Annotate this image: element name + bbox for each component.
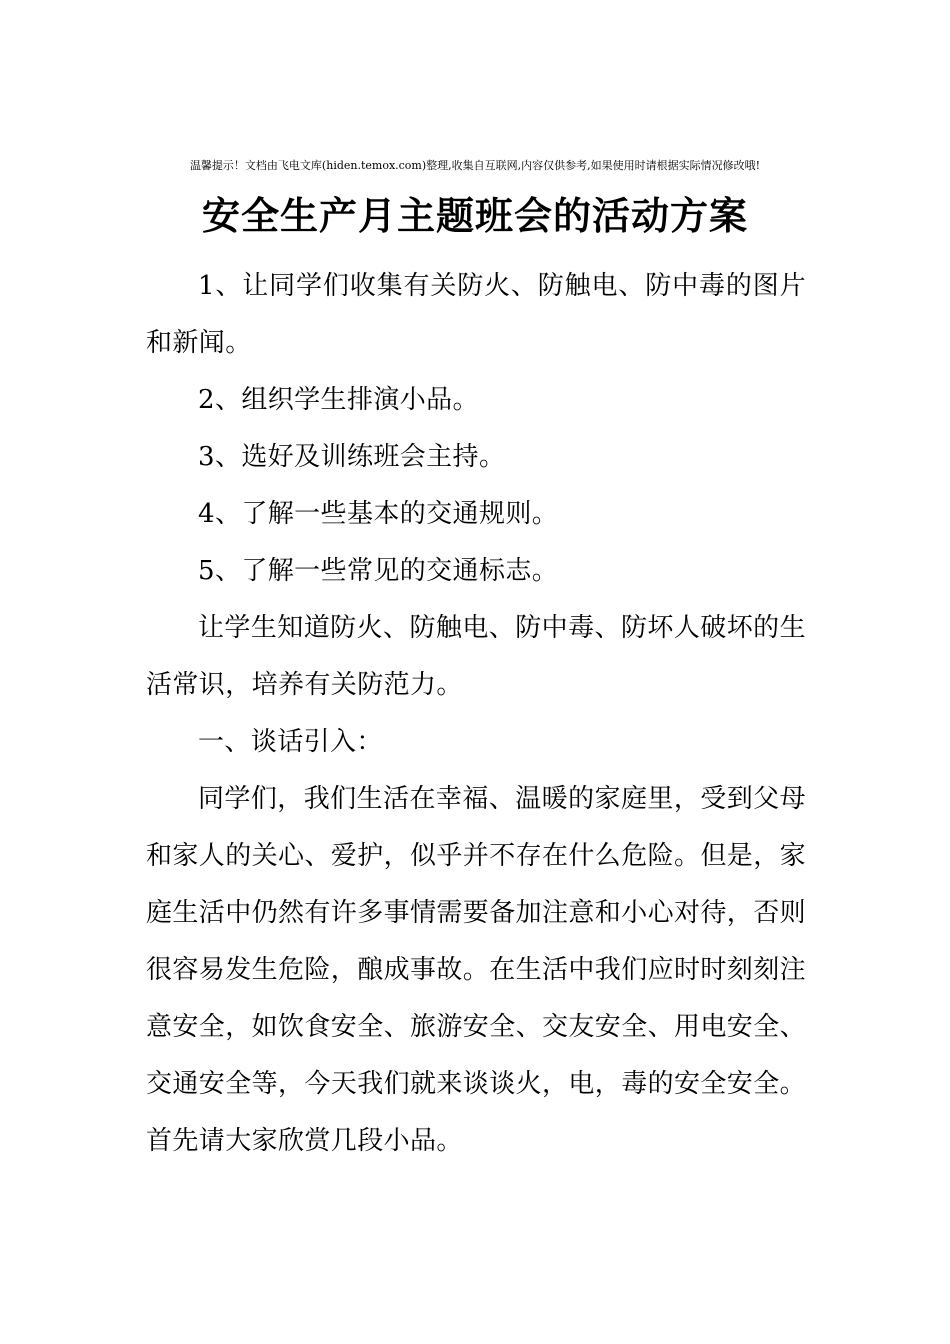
paragraph-item-3: 3、选好及训练班会主持。 <box>198 442 506 472</box>
paragraph-intro-speech: 同学们，我们生活在幸福、温暖的家庭里，受到父母和家人的关心、爱护，似乎并不存在什么危险。但是，家庭生活中仍然有许多事情需要备加注意和小心对待，否则很容易发生危险，酿成事故。在生活中我们应时时刻刻注意安全，如饮食安全、旅游安全、交友安全、用电安全、交通安全等，今天我们就来谈谈火，电，毒的安全安全。首先请大家欣赏几段小品。 <box>146 784 807 1156</box>
paragraph-item-1: 1、让同学们收集有关防火、防触电、防中毒的图片和新闻。 <box>146 271 806 358</box>
section-heading-intro: 一、谈话引入： <box>198 727 383 757</box>
paragraph-item-2: 2、组织学生排演小品。 <box>198 385 479 415</box>
document-body <box>146 258 806 1170</box>
header-disclaimer: 温馨提示！文档由飞电文库(hiden.temox.com)整理,收集自互联网,内容仅供参考,如果使用时请根据实际情况修改哦! <box>189 159 761 172</box>
paragraph-item-5: 5、了解一些常见的交通标志。 <box>198 556 559 586</box>
document-title: 安全生产月主题班会的活动方案 <box>201 193 748 238</box>
paragraph-item-4: 4、了解一些基本的交通规则。 <box>198 499 559 529</box>
paragraph-objective: 让学生知道防火、防触电、防中毒、防坏人破坏的生活常识，培养有关防范力。 <box>146 613 806 700</box>
